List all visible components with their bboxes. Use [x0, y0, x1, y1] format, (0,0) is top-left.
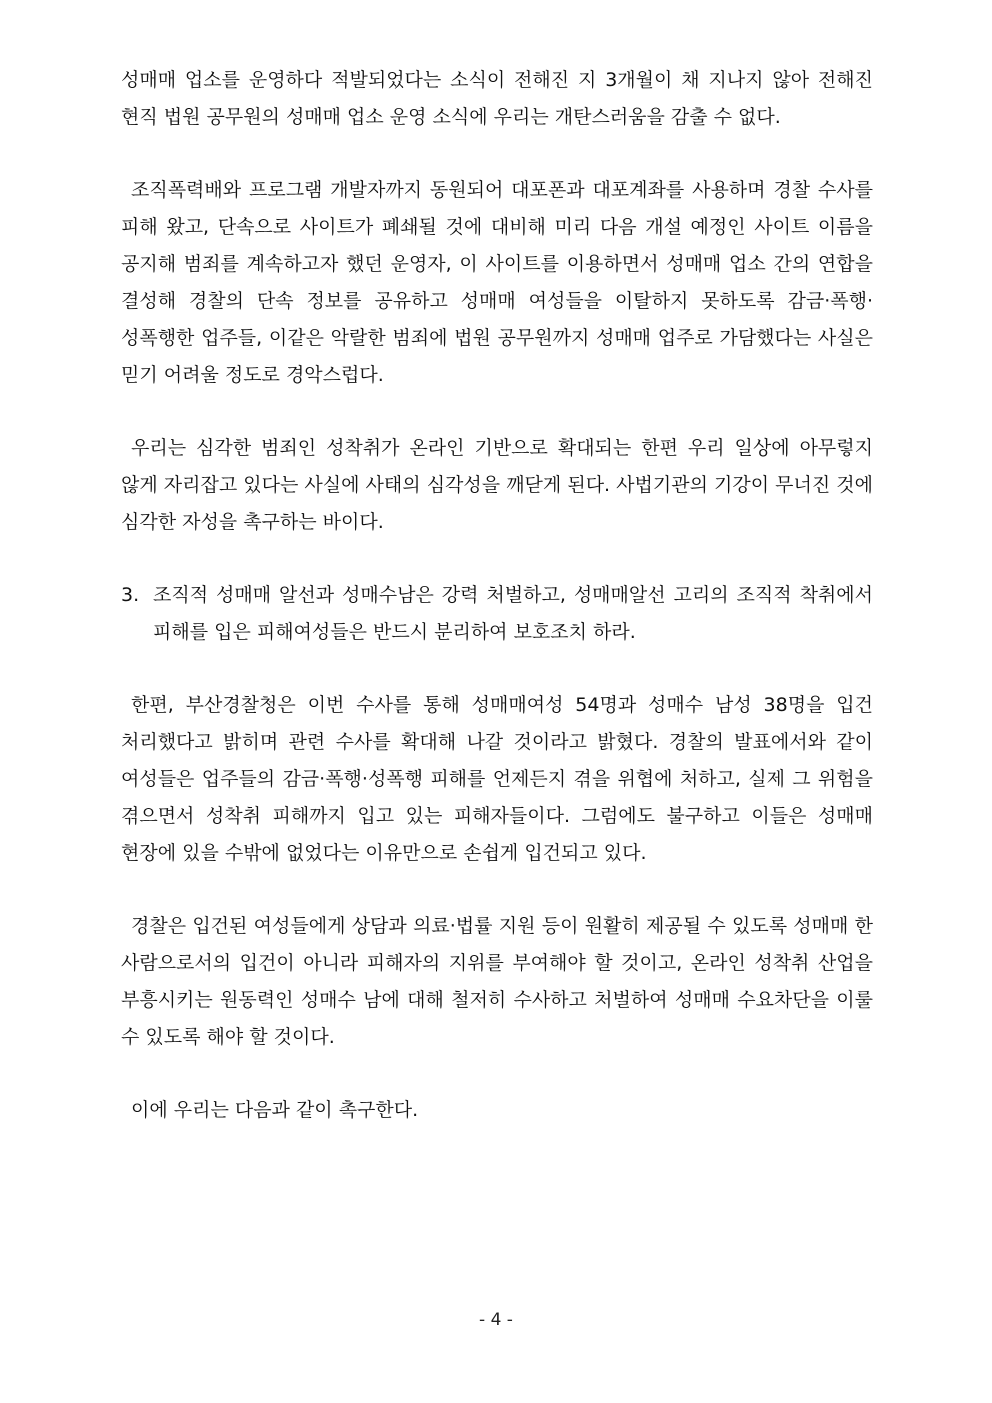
paragraph-gap	[121, 136, 873, 172]
numbered-demand-3	[121, 577, 873, 651]
paragraph-gap	[121, 872, 873, 908]
document-body	[121, 62, 873, 1129]
paragraph-gap	[121, 394, 873, 430]
page-number: - 4 -	[479, 1310, 513, 1330]
paragraph-closing: 이에 우리는 다음과 같이 촉구한다.	[131, 1099, 419, 1121]
paragraph-operators: 조직폭력배와 프로그램 개발자까지 동원되어 대포폰과 대포계좌를 사용하며 경찰 수사를 피해 왔고, 단속으로 사이트가 폐쇄될 것에 대비해 미리 다음 개설 예정인 사이트 이름을 공지해 범죄를 계속하고자 했던 운영자, 이 사이트를 이용하면서 성매매 업소 간의 연합을 결성해 경찰의 단속 정보를 공유하고 성매매 여성들을 이탈하지 못하도록 감금·폭행·성폭행한 업주들, 이같은 악랄한 범죄에 법원 공무원까지 성매매 업주로 가담했다는 사실은 믿기 어려울 정도로 경악스럽다.	[121, 179, 873, 386]
paragraph-gap	[121, 651, 873, 687]
paragraph-police-duty: 경찰은 입건된 여성들에게 상담과 의료·법률 지원 등이 원활히 제공될 수 있도록 성매매 한 사람으로서의 입건이 아니라 피해자의 지위를 부여해야 할 것이고, 온라인 성착취 산업을 부흥시키는 원동력인 성매수 남에 대해 철저히 수사하고 처벌하여 성매매 수요차단을 이룰 수 있도록 해야 할 것이다.	[121, 915, 873, 1048]
paragraph-gap	[121, 541, 873, 577]
demand-number: 3.	[121, 584, 140, 606]
demand-text: 조직적 성매매 알선과 성매수남은 강력 처벌하고, 성매매알선 고리의 조직적 착취에서 피해를 입은 피해여성들은 반드시 분리하여 보호조치 하라.	[153, 584, 873, 643]
paragraph-gap	[121, 1056, 873, 1092]
paragraph-reflection: 우리는 심각한 범죄인 성착취가 온라인 기반으로 확대되는 한편 우리 일상에 아무렇지 않게 자리잡고 있다는 사실에 사태의 심각성을 깨닫게 된다. 사법기관의 기강이 무너진 것에 심각한 자성을 촉구하는 바이다.	[121, 437, 873, 533]
paragraph-intro: 성매매 업소를 운영하다 적발되었다는 소식이 전해진 지 3개월이 채 지나지 않아 전해진 현직 법원 공무원의 성매매 업소 운영 소식에 우리는 개탄스러움을 감출 수 없다.	[121, 69, 873, 128]
paragraph-police-report: 한편, 부산경찰청은 이번 수사를 통해 성매매여성 54명과 성매수 남성 38명을 입건 처리했다고 밝히며 관련 수사를 확대해 나갈 것이라고 밝혔다. 경찰의 발표에서와 같이 여성들은 업주들의 감금·폭행·성폭행 피해를 언제든지 겪을 위협에 처하고, 실제 그 위험을 겪으면서 성착취 피해까지 입고 있는 피해자들이다. 그럼에도 불구하고 이들은 성매매 현장에 있을 수밖에 없었다는 이유만으로 손쉽게 입건되고 있다.	[121, 694, 873, 864]
